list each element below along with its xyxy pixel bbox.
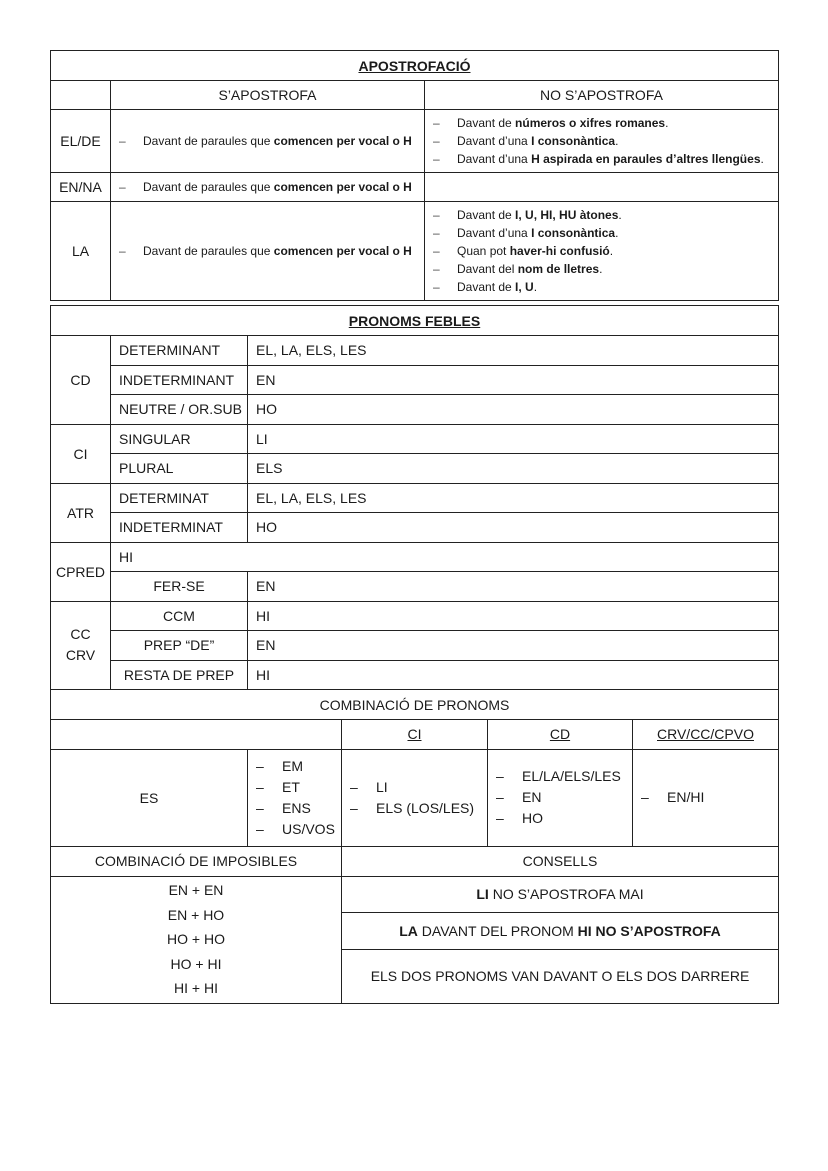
pronoms-febles-table — [50, 305, 779, 1004]
list-cd — [488, 749, 633, 846]
ci-label: CI — [51, 424, 111, 483]
consells-title: CONSELLS — [342, 846, 779, 876]
list-item: – Davant del nom de lletres. — [433, 262, 603, 276]
sapostrofa-rule: – Davant de paraules que comencen per vocal o H — [111, 110, 425, 173]
no-sapostrofa-rules — [425, 110, 779, 173]
ci-type: SINGULAR — [111, 424, 248, 454]
list-item: – LI — [350, 778, 388, 795]
es-label: ES — [51, 749, 248, 846]
list-item: – Davant de números o xifres romanes. — [433, 116, 669, 130]
list-item: – HO — [496, 810, 543, 826]
cc-crv-value: EN — [248, 631, 779, 661]
col-no-sapostrofa: NO S’APOSTROFA — [425, 81, 779, 110]
sapostrofa-rule: – Davant de paraules que comencen per vocal o H — [111, 202, 425, 301]
apostrofacio-corner — [51, 81, 111, 110]
no-sapostrofa-rules — [425, 202, 779, 301]
cd-value: EN — [248, 365, 779, 395]
ci-value: LI — [248, 424, 779, 454]
cpred-label: CPRED — [51, 542, 111, 601]
cc-crv-value: HI — [248, 660, 779, 690]
list-item: – ENS — [256, 799, 311, 816]
cc-crv-type: PREP “DE” — [111, 631, 248, 661]
list-item: – Davant d’una I consonàntica. — [433, 134, 619, 148]
pronoms-title: PRONOMS FEBLES — [51, 306, 779, 336]
consell-2: LA DAVANT DEL PRONOM HI NO S’APOSTROFA — [342, 912, 779, 949]
ci-type: PLURAL — [111, 454, 248, 484]
row-label: EL/DE — [51, 110, 111, 173]
no-sapostrofa-empty — [425, 173, 779, 202]
list-item: – ET — [256, 778, 300, 795]
list-item: – EM — [256, 757, 303, 774]
cc-crv-type: RESTA DE PREP — [111, 660, 248, 690]
list-item: – Davant d’una H aspirada en paraules d’altres llengües. — [433, 152, 764, 166]
cc-crv-type: CCM — [111, 601, 248, 631]
consell-1: LI NO S’APOSTROFA MAI — [342, 876, 779, 912]
row-label: LA — [51, 202, 111, 301]
ci-value: ELS — [248, 454, 779, 484]
list-crv — [633, 749, 779, 846]
row-en-na — [51, 173, 779, 202]
cd-label: CD — [51, 336, 111, 425]
atr-value: HO — [248, 513, 779, 543]
list-item: – EN — [496, 789, 542, 805]
list-item: – EL/LA/ELS/LES — [496, 768, 621, 784]
cd-type: NEUTRE / OR.SUB — [111, 395, 248, 425]
col-ci: CI — [342, 720, 488, 750]
row-label: EN/NA — [51, 173, 111, 202]
cd-value: EL, LA, ELS, LES — [248, 336, 779, 366]
cd-value: HO — [248, 395, 779, 425]
combinacio-corner — [51, 720, 342, 750]
col-cd: CD — [488, 720, 633, 750]
list-item: – EN/HI — [641, 789, 705, 805]
list-item: – Davant d’una I consonàntica. — [433, 226, 619, 240]
list-item: EN + EN — [168, 882, 224, 899]
apostrofacio-table — [50, 50, 779, 301]
list-item: – Quan pot haver-hi confusió. — [433, 244, 614, 258]
atr-type: INDETERMINAT — [111, 513, 248, 543]
impossibles-title: COMBINACIÓ DE IMPOSIBLES — [51, 846, 342, 876]
list-item: – Davant de I, U, HI, HU àtones. — [433, 208, 622, 222]
row-la — [51, 202, 779, 301]
sapostrofa-rule: – Davant de paraules que comencen per vocal o H — [111, 173, 425, 202]
list-ci — [342, 749, 488, 846]
list-item: HI + HI — [174, 980, 218, 997]
list-item: HO + HI — [170, 955, 222, 972]
cpred-value: HI — [111, 542, 779, 572]
cc-crv-label: CC CRV — [51, 601, 111, 690]
list-item: EN + HO — [167, 906, 225, 923]
cd-type: DETERMINANT — [111, 336, 248, 366]
list-item: HO + HO — [167, 931, 225, 948]
list-item: – ELS (LOS/LES) — [350, 799, 475, 816]
cpred-sub-value: EN — [248, 572, 779, 602]
list-item: – US/VOS — [256, 820, 335, 837]
cpred-sub-type: FER-SE — [111, 572, 248, 602]
list-em-et — [248, 749, 342, 846]
row-el-de — [51, 110, 779, 173]
col-sapostrofa: S’APOSTROFA — [111, 81, 425, 110]
apostrofacio-title: APOSTROFACIÓ — [51, 51, 779, 81]
atr-value: EL, LA, ELS, LES — [248, 483, 779, 513]
cd-type: INDETERMINANT — [111, 365, 248, 395]
consell-3: ELS DOS PRONOMS VAN DAVANT O ELS DOS DARRERE — [342, 949, 779, 1003]
atr-type: DETERMINAT — [111, 483, 248, 513]
impossibles-list — [51, 876, 342, 1003]
atr-label: ATR — [51, 483, 111, 542]
list-item: – Davant de I, U. — [433, 280, 538, 294]
combinacio-title: COMBINACIÓ DE PRONOMS — [51, 690, 779, 720]
cc-crv-value: HI — [248, 601, 779, 631]
col-crv-cc-cpvo: CRV/CC/CPVO — [633, 720, 779, 750]
